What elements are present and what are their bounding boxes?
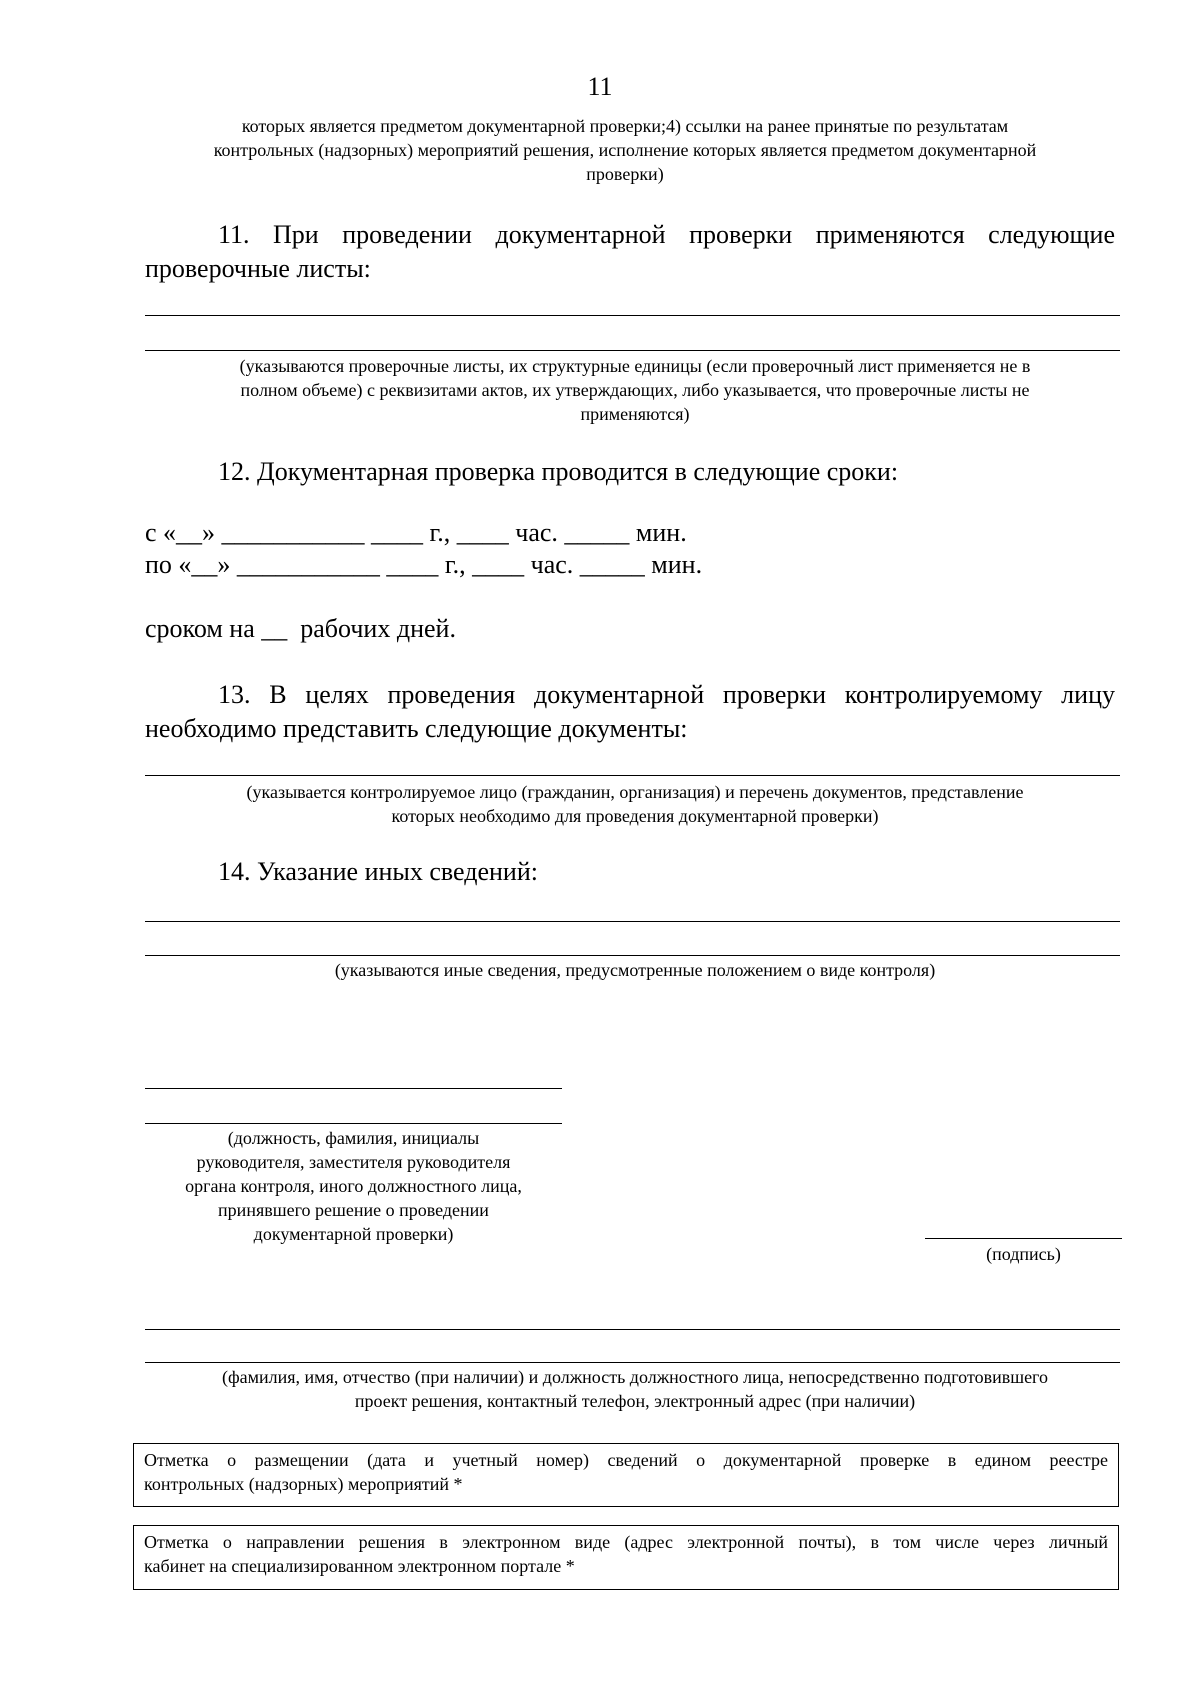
caption-line: проект решения, контактный телефон, электронный адрес (при наличии): [354, 1391, 916, 1411]
section-13-line-1: 13. В целях проведения документарной проверки контролируемому лицу: [218, 680, 1115, 709]
electronic-mark-box: [133, 1525, 1119, 1590]
section-11-line-1: 11. При проведении документарной проверки применяются следующие: [218, 220, 1115, 249]
fill-line: [145, 775, 1120, 776]
section-14-caption: (указываются иные сведения, предусмотренные положением о виде контроля): [334, 960, 936, 980]
term-line: сроком на __ рабочих дней.: [145, 614, 456, 643]
signature-line: [925, 1238, 1122, 1239]
signature-caption: (подпись): [986, 1244, 1061, 1264]
intro-line: проверки): [586, 164, 664, 184]
registry-mark-box: [133, 1443, 1119, 1507]
caption-line: (должность, фамилия, инициалы: [227, 1128, 480, 1148]
date-from-line: с «__» ___________ ____ г., ____ час. _____ мин.: [145, 518, 687, 547]
section-11-caption: [150, 354, 1120, 426]
caption-line: принявшего решение о проведении: [218, 1200, 489, 1220]
fill-line: [145, 350, 1120, 351]
caption-line: полном объеме) с реквизитами актов, их утверждающих, либо указывается, что проверочные листы не: [240, 380, 1030, 400]
section-11-line-2: проверочные листы:: [145, 254, 371, 283]
date-to-line: по «__» ___________ ____ г., ____ час. _____ мин.: [145, 550, 703, 579]
intro-line: которых является предметом документарной проверки;4) ссылки на ранее принятые по результатам: [241, 116, 1009, 136]
caption-line: руководителя, заместителя руководителя: [196, 1152, 511, 1172]
fill-line: [145, 921, 1120, 922]
caption-line: применяются): [580, 404, 690, 424]
caption-line: документарной проверки): [253, 1224, 454, 1244]
caption-line: (указывается контролируемое лицо (гражданин, организация) и перечень документов, представление: [246, 782, 1024, 802]
fill-line: [145, 1362, 1120, 1363]
caption-line: которых необходимо для проведения документарной проверки): [391, 806, 879, 826]
section-13-line-2: необходимо представить следующие документы:: [145, 714, 688, 743]
preparer-caption: [150, 1365, 1120, 1413]
fill-line: [145, 1123, 562, 1124]
intro-line: контрольных (надзорных) мероприятий решения, исполнение которых является предметом документарной: [213, 140, 1037, 160]
caption-line: органа контроля, иного должностного лица,: [185, 1176, 522, 1196]
box-line: кабинет на специализированном электронном портале *: [144, 1556, 575, 1576]
box-line: Отметка о размещении (дата и учетный номер) сведений о документарной проверке в едином реестре: [144, 1450, 1108, 1470]
official-caption: [145, 1126, 562, 1246]
box-line: контрольных (надзорных) мероприятий *: [144, 1474, 463, 1494]
page-number: 11: [587, 72, 613, 101]
fill-line: [145, 955, 1120, 956]
caption-line: (указываются проверочные листы, их структурные единицы (если проверочный лист применяется не в: [239, 356, 1031, 376]
fill-line: [145, 1088, 562, 1089]
fill-line: [145, 1329, 1120, 1330]
caption-line: (фамилия, имя, отчество (при наличии) и должность должностного лица, непосредственно подготовившего: [221, 1367, 1048, 1387]
section-12-heading: 12. Документарная проверка проводится в следующие сроки:: [218, 457, 899, 486]
box-line: Отметка о направлении решения в электронном виде (адрес электронной почты), в том числе через личный: [144, 1532, 1108, 1552]
intro-text: [150, 114, 1100, 186]
section-13-caption: [150, 780, 1120, 828]
section-14-heading: 14. Указание иных сведений:: [218, 857, 538, 886]
fill-line: [145, 315, 1120, 316]
